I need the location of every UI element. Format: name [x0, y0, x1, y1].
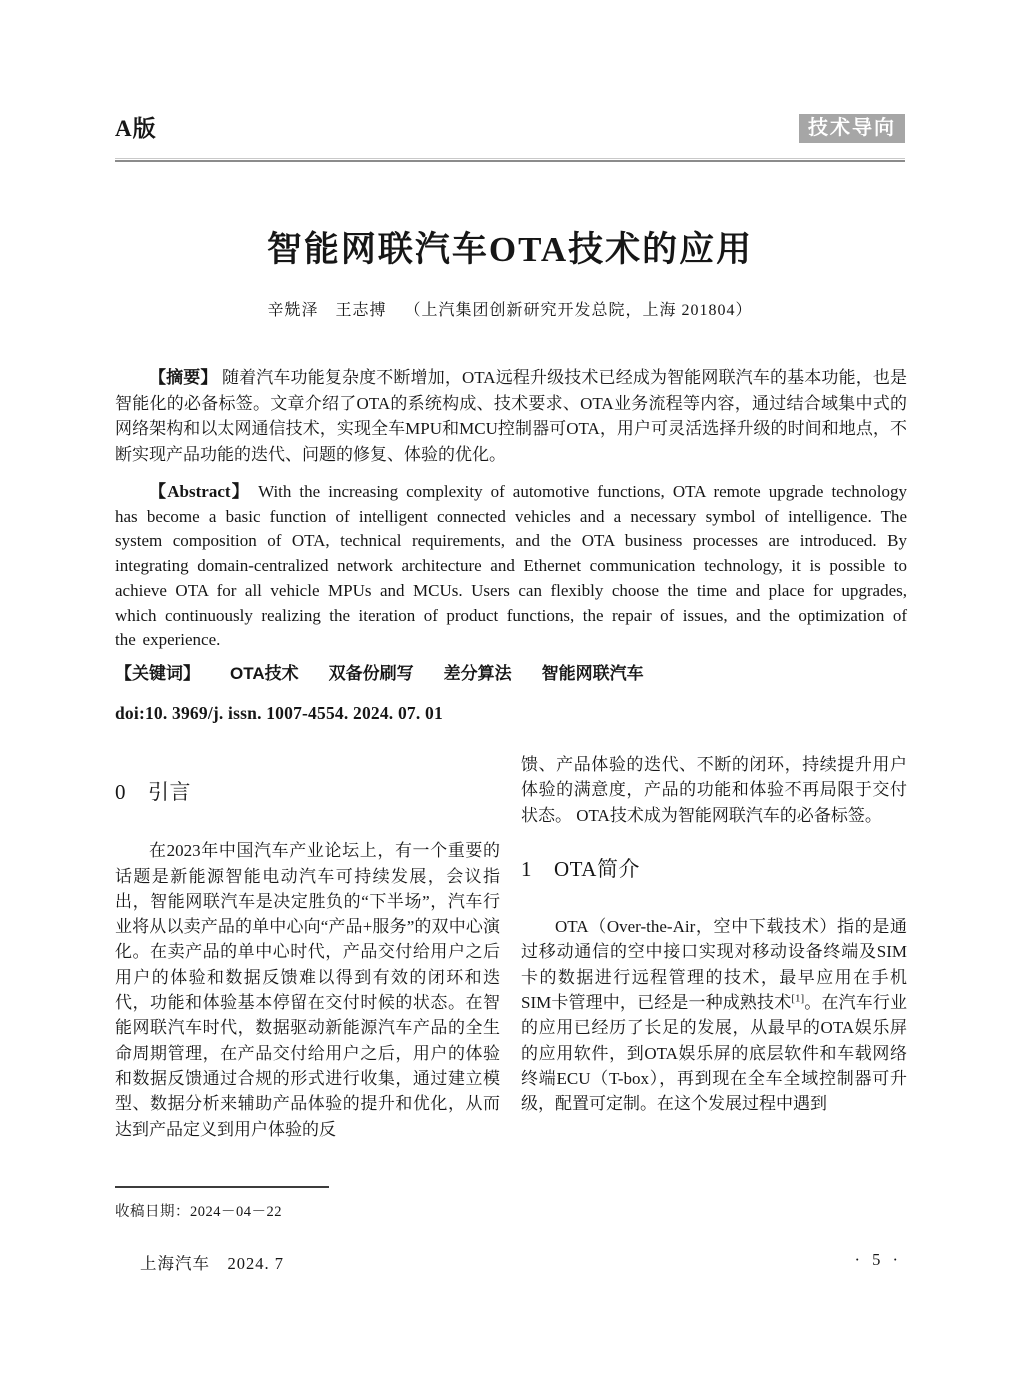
keyword: 差分算法 — [443, 664, 512, 683]
journal-footer: 上海汽车 2024. 7 — [140, 1254, 284, 1273]
keywords-label: 【关键词】 — [115, 664, 200, 683]
footnote-divider — [115, 1186, 329, 1188]
section-heading-1 — [521, 857, 907, 882]
abstract-zh-text: 随着汽车功能复杂度不断增加，OTA远程升级技术已经成为智能网联汽车的基本功能，也是智能化的必备标签。文章介绍了OTA的系统构成、技术要求、OTA业务流程等内容，通过结合域集中式的网络架构和以太网通信技术，实现全车MPU和MCU控制器可OTA，用户可灵活选择升级的时间和地点，不断实现产品功能的迭代、问题的修复、体验的优化。 — [115, 368, 908, 464]
received-date: 收稿日期：2024－04－22 — [115, 1204, 282, 1220]
author-names: 辛兟泽 王志搏 — [267, 302, 387, 319]
abstract-en-label: 【Abstract】 — [149, 482, 251, 501]
keyword: OTA技术 — [230, 664, 299, 683]
page-number: · 5 · — [854, 1250, 902, 1269]
article-title: 智能网联汽车OTA技术的应用 — [266, 230, 754, 269]
citation-marker: [1] — [791, 992, 805, 1005]
section-title: 引言 — [148, 780, 191, 804]
edition-label: A版 — [115, 116, 157, 141]
left-column — [115, 752, 500, 1142]
section-heading-0 — [115, 780, 500, 805]
section-number: 0 — [115, 780, 126, 804]
author-affiliation: （上汽集团创新研究开发总院，上海 201804） — [404, 302, 753, 319]
section-1-paragraph — [521, 914, 907, 1116]
right-column — [521, 752, 907, 1117]
keyword: 智能网联汽车 — [541, 664, 644, 683]
authors-line — [0, 297, 1020, 320]
section-title: OTA简介 — [554, 856, 640, 881]
header-divider — [115, 158, 905, 162]
page-header — [115, 110, 905, 143]
section-0-paragraph: 在2023年中国汽车产业论坛上，有一个重要的话题是新能源智能电动汽车可持续发展，会议指出，智能网联汽车是决定胜负的“下半场”，汽车行业将从以卖产品的单中心向“产品+服务”的双中心演化。在卖产品的单中心时代，产品交付给用户之后用户的体验和数据反馈难以得到有效的闭环和迭代，功能和体验基本停留在交付时候的状态。在智能网联汽车时代，数据驱动新能源汽车产品的全生命周期管理，在产品交付给用户之后，用户的体验和数据反馈通过合规的形式进行收集，通过建立模型、数据分析来辅助产品体验的提升和优化，从而达到产品定义到用户体验的反 — [115, 841, 500, 1139]
keywords-line — [115, 659, 907, 684]
paragraph-text: OTA（Over-the-Air，空中下载技术）指的是通过移动通信的空中接口实现对移动设备终端及SIM卡的数据进行远程管理的技术，最早应用在手机SIM卡管理中，已经是一种成熟技术 — [521, 917, 907, 1013]
section-number: 1 — [521, 856, 532, 881]
abstract-zh — [115, 365, 907, 467]
column-badge: 技术导向 — [799, 114, 905, 143]
doi-line: doi:10. 3969/j. issn. 1007-4554. 2024. 07. 01 — [115, 703, 443, 723]
paragraph-text: 。在汽车行业的应用已经历了长足的发展，从最早的OTA娱乐屏的应用软件，到OTA娱乐屏的底层软件和车载网络终端ECU（T-box），再到现在全车全域控制器可升级，配置可定制。在这个发展过程中遇到 — [521, 993, 908, 1114]
keyword: 双备份刷写 — [328, 664, 414, 683]
abstract-en-text: With the increasing complexity of automotive functions, OTA remote upgrade technology has become a basic function of intelligent connected vehicles and a necessary symbol of intelligence. The system composition of OTA, technical requirements, and the OTA business processes are introduced. By integrating domain-centralized network architecture and Ethernet communication technology, it is possible to achieve OTA for all vehicle MPUs and MCUs. Users can flexibly choose the time and place for upgrades, which continuously realizing the iteration of product functions, the repair of issues, and the optimization of the experience. — [115, 482, 907, 650]
abstract-zh-label: 【摘要】 — [149, 368, 218, 387]
abstract-en — [115, 480, 907, 653]
section-0-continuation: 馈、产品体验的迭代、不断的闭环，持续提升用户体验的满意度，产品的功能和体验不再局限于交付状态。 OTA技术成为智能网联汽车的必备标签。 — [521, 755, 907, 825]
